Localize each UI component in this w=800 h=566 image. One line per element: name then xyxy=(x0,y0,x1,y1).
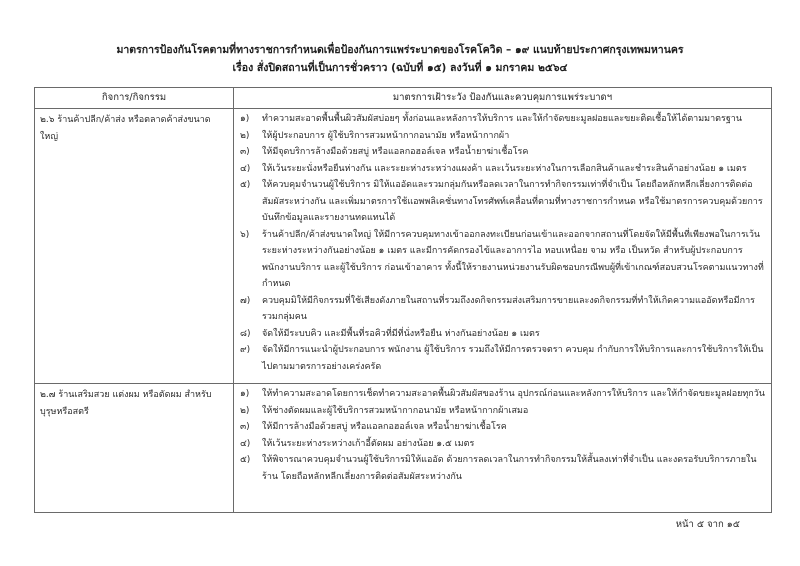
item-text: จัดให้มีการแนะนำผู้ประกอบการ พนักงาน ผู้ใช้บริการ รวมถึงให้มีการตรวจตรา ควบคุม กำกับการให้บริการและการใช้บริการให้เป็นไปตามมาตรการอย่างเคร่งครัด xyxy=(262,345,764,372)
item-number: ๓) xyxy=(240,422,250,432)
measures-cell xyxy=(234,384,772,513)
measure-item xyxy=(240,161,767,178)
item-number: ๘) xyxy=(240,328,251,339)
table-header-row xyxy=(35,88,772,109)
item-text: ให้เว้นระยะห่างระหว่างเก้าอี้ตัดผม อย่างน้อย ๑.๕ เมตร xyxy=(262,438,475,449)
activity-label: ๒.๗ ร้านเสริมสวย แต่งผม หรือตัดผม สำหรับบุรุษหรือสตรี xyxy=(40,390,212,417)
item-text: ให้ทำความสะอาดโดยการเช็ดทำความสะอาดพื้นผิวสัมผัสของร้าน อุปกรณ์ก่อนและหลังการให้บริการ และให้กำจัดขยะมูลฝอยทุกวัน xyxy=(262,389,765,399)
item-number: ๖) xyxy=(240,229,250,240)
item-number: ๔) xyxy=(240,438,251,449)
item-number: ๒) xyxy=(240,405,250,416)
item-number: ๑) xyxy=(240,114,250,124)
page-number: หน้า ๕ จาก ๑๕ xyxy=(675,519,740,530)
measure-item xyxy=(240,436,767,453)
measure-item xyxy=(240,144,767,161)
measures-cell xyxy=(234,109,772,384)
item-number: ๒) xyxy=(240,130,250,141)
item-number: ๕) xyxy=(240,180,251,190)
activity-label: ๒.๖ ร้านค้าปลีก/ค้าส่ง หรือตลาดค้าส่งขนาดใหญ่ xyxy=(40,115,211,142)
item-number: ๗) xyxy=(240,295,251,306)
table-row xyxy=(35,109,772,384)
item-number: ๙) xyxy=(240,345,251,355)
measures-table xyxy=(34,87,772,513)
measure-list xyxy=(234,109,771,378)
item-number: ๔) xyxy=(240,163,251,174)
activity-cell xyxy=(35,384,234,513)
measure-item xyxy=(240,227,767,293)
measure-item xyxy=(240,403,767,420)
item-text: ให้พิจารณาควบคุมจำนวนผู้ใช้บริการมิให้แออัด ด้วยการลดเวลาในการทำกิจกรรมให้สั้นลงเท่าที่จำเป็น และงดรอรับบริการภายในร้าน โดยถือหลักหลีกเลี่ยงการติดต่อสัมผัสระหว่างกัน xyxy=(262,455,757,482)
item-text: ให้ช่างตัดผมและผู้ใช้บริการสวมหน้ากากอนามัย หรือหน้ากากผ้าเสมอ xyxy=(262,405,529,416)
measure-item xyxy=(240,342,767,375)
measure-item xyxy=(240,293,767,326)
measure-item xyxy=(240,128,767,145)
activity-cell xyxy=(35,109,234,384)
item-text: ให้ควบคุมจำนวนผู้ใช้บริการ มิให้แออัดและรวมกลุ่มกันหรือลดเวลาในการทำกิจกรรมเท่าที่จำเป็น โดยถือหลักหลีกเลี่ยงการติดต่อสัมผัสระหว่างกัน และเพิ่มมาตรการใช้แอพพลิเคชั่นทางโทรศัพท์เคลื่อนที่ตามที่ทางราชการกำหนด หรือใช้มาตรการควบคุมด้วยการบันทึกข้อมูลและรายงานทดแทนได้ xyxy=(262,180,763,223)
table-row xyxy=(35,384,772,513)
item-text: ควบคุมมิให้มีกิจกรรมที่ใช้เสียงดังภายในสถานที่รวมถึงงดกิจกรรมส่งเสริมการขายและงดกิจกรรมที่ทำให้เกิดความแออัดหรือมีการรวมกลุ่มคน xyxy=(262,295,755,322)
measure-item xyxy=(240,419,767,436)
item-text: ให้ผู้ประกอบการ ผู้ใช้บริการสวมหน้ากากอนามัย หรือหน้ากากผ้า xyxy=(262,130,510,141)
measure-item xyxy=(240,177,767,227)
document-subtitle: เรื่อง สั่งปิดสถานที่เป็นการชั่วคราว (ฉบับที่ ๑๕) ลงวันที่ ๑ มกราคม ๒๕๖๔ xyxy=(232,62,568,74)
item-text: ร้านค้าปลีก/ค้าส่งขนาดใหญ่ ให้มีการควบคุมทางเข้าออกลงทะเบียนก่อนเข้าและออกจากสถานที่โดยจัดให้มีพื้นที่เพียงพอในการเว้นระยะห่างระหว่างกันอย่างน้อย ๑ เมตร และมีการคัดกรองไข้และอาการไอ หอบเหนื่อย จาม หรือ เป็นหวัด สำหรับผู้ประกอบการพนักงานบริการ และผู้ใช้บริการ ก่อนเข้าอาคาร ทั้งนี้ให้รายงานหน่วยงานรับผิดชอบกรณีพบผู้ที่เข้าเกณฑ์สอบสวนโรคตามแนวทางที่กำหนด xyxy=(262,229,764,289)
item-text: ให้มีจุดบริการล้างมือด้วยสบู่ หรือแอลกอฮอล์เจล หรือน้ำยาฆ่าเชื้อโรค xyxy=(262,147,529,157)
item-number: ๑) xyxy=(240,389,250,399)
item-text: ทำความสะอาดพื้นพื้นผิวสัมผัสบ่อยๆ ทั้งก่อนและหลังการให้บริการ และให้กำจัดขยะมูลฝอยและขยะติดเชื้อให้ได้ตามมาตรฐาน xyxy=(262,114,743,124)
measure-item xyxy=(240,452,767,485)
item-number: ๓) xyxy=(240,147,250,157)
item-number: ๕) xyxy=(240,455,251,465)
measure-item xyxy=(240,386,767,403)
item-text: ให้มีการล้างมือด้วยสบู่ หรือแอลกอฮอล์เจล หรือน้ำยาฆ่าเชื้อโรค xyxy=(262,422,507,432)
header-measures: มาตรการเฝ้าระวัง ป้องกันและควบคุมการแพร่ระบาดฯ xyxy=(234,88,772,109)
document-title: มาตรการป้องกันโรคตามที่ทางราชการกำหนดเพื่อป้องกันการแพร่ระบาดของโรคโควิด – ๑๙ แนบท้ายประกาศกรุงเทพมหานคร xyxy=(116,44,684,56)
header-activity: กิจการ/กิจกรรม xyxy=(35,88,234,109)
item-text: จัดให้มีระบบคิว และมีพื้นที่รอคิวที่มีที่นั่งหรือยืน ห่างกันอย่างน้อย ๑ เมตร xyxy=(262,328,540,339)
measure-item xyxy=(240,111,767,128)
measure-item xyxy=(240,326,767,343)
measure-list xyxy=(234,384,771,488)
item-text: ให้เว้นระยะนั่งหรือยืนห่างกัน และระยะห่างระหว่างแผงค้า และเว้นระยะห่างในการเลือกสินค้าและชำระสินค้าอย่างน้อย ๑ เมตร xyxy=(262,163,747,174)
